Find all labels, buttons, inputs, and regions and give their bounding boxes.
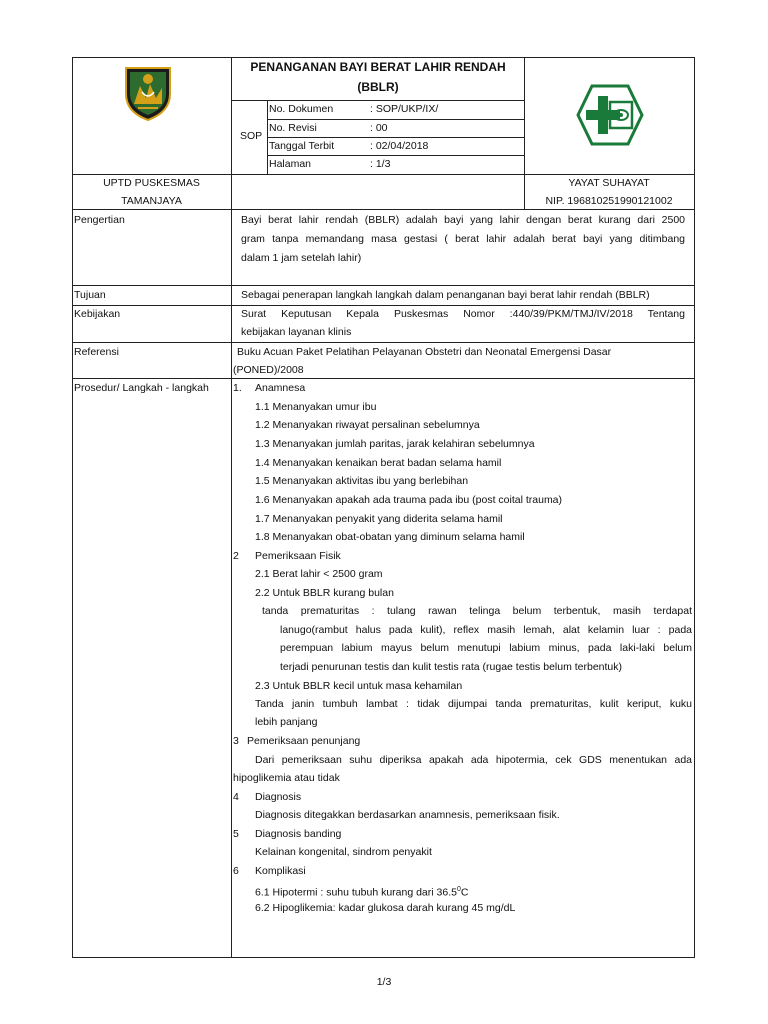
step-6-1 bbox=[255, 883, 468, 900]
step-3-title: Pemeriksaan penunjang bbox=[247, 735, 361, 747]
frame-left bbox=[72, 57, 73, 958]
kebijakan-text-line-2: kebijakan layanan klinis bbox=[241, 326, 352, 338]
step-5-title: Diagnosis banding bbox=[255, 828, 342, 840]
step-5-number: 5 bbox=[233, 828, 239, 840]
kebijakan-bottom-line bbox=[72, 342, 695, 343]
step-1-4: 1.4 Menanyakan kenaikan berat badan selama hamil bbox=[255, 457, 502, 469]
tujuan-text: Sebagai penerapan langkah langkah dalam penanganan bayi berat lahir rendah (BBLR) bbox=[241, 289, 650, 301]
step-1-5: 1.5 Menanyakan aktivitas ibu yang berlebihan bbox=[255, 475, 469, 487]
header-bottom-line bbox=[72, 174, 695, 175]
step-3-number: 3 bbox=[233, 735, 239, 747]
step-6-number: 6 bbox=[233, 865, 239, 877]
no-dokumen-label: No. Dokumen bbox=[269, 103, 334, 115]
frame-bottom bbox=[72, 957, 695, 958]
halaman-label: Halaman bbox=[269, 158, 312, 170]
org-name-line-2: TAMANJAYA bbox=[121, 195, 182, 207]
tujuan-bottom-line bbox=[72, 305, 695, 306]
prematuritas-line-4: terjadi penurunan testis dan kulit testis rata (rugae testis belum terbentuk) bbox=[280, 661, 623, 673]
penunjang-line-1: Dari pemeriksaan suhu diperiksa apakah ada hipotermia, cek GDS menentukan ada bbox=[255, 754, 692, 766]
janin-lambat-line-1: Tanda janin tumbuh lambat : tidak dijumpai tanda prematuritas, kulit keriput, kuku bbox=[255, 698, 692, 710]
prosedur-label: Prosedur/ Langkah - langkah bbox=[74, 382, 209, 394]
step-6-2: 6.2 Hipoglikemia: kadar glukosa darah kurang 45 mg/dL bbox=[255, 902, 516, 914]
step-1-6: 1.6 Menanyakan apakah ada trauma pada ibu (post coital trauma) bbox=[255, 494, 563, 506]
pengertian-label: Pengertian bbox=[74, 214, 125, 226]
step-1-8: 1.8 Menanyakan obat-obatan yang diminum selama hamil bbox=[255, 531, 525, 543]
frame-right bbox=[694, 57, 695, 958]
step-6-1-unit: C bbox=[460, 886, 469, 899]
step-1-number: 1. bbox=[233, 382, 242, 394]
kebijakan-label: Kebijakan bbox=[74, 308, 121, 320]
halaman-value: : 1/3 bbox=[370, 158, 391, 170]
prematuritas-line-2: lanugo(rambut halus pada kulit), reflex masih lemah, alat kelamin luar : pada bbox=[280, 624, 692, 636]
step-2-2: 2.2 Untuk BBLR kurang bulan bbox=[255, 587, 394, 599]
org-row-bottom-line bbox=[72, 209, 695, 210]
pengertian-text-line-1: Bayi berat lahir rendah (BBLR) adalah bayi yang lahir dengan berat kurang dari 2500 bbox=[241, 214, 685, 226]
meta-row-2 bbox=[267, 137, 525, 138]
tujuan-label: Tujuan bbox=[74, 289, 106, 301]
diagnosis-text: Diagnosis ditegakkan berdasarkan anamnesis, pemeriksaan fisik. bbox=[255, 809, 560, 821]
org-name-line-1: UPTD PUSKESMAS bbox=[103, 177, 200, 189]
step-4-title: Diagnosis bbox=[255, 791, 302, 803]
referensi-text-line-2: (PONED)/2008 bbox=[233, 364, 304, 376]
step-2-number: 2 bbox=[233, 550, 239, 562]
tanggal-terbit-label: Tanggal Terbit bbox=[269, 140, 335, 152]
step-1-2: 1.2 Menanyakan riwayat persalinan sebelumnya bbox=[255, 419, 480, 431]
col-divider-1 bbox=[231, 57, 232, 958]
no-dokumen-value: : SOP/UKP/IX/ bbox=[370, 103, 439, 115]
regency-emblem-icon bbox=[120, 64, 176, 122]
sop-label: SOP bbox=[240, 130, 263, 142]
step-1-title: Anamnesa bbox=[255, 382, 306, 394]
no-revisi-value: : 00 bbox=[370, 122, 388, 134]
step-2-1: 2.1 Berat lahir < 2500 gram bbox=[255, 568, 383, 580]
step-2-3: 2.3 Untuk BBLR kecil untuk masa kehamilan bbox=[255, 680, 463, 692]
pengertian-text-line-3: dalam 1 jam setelah lahir) bbox=[241, 252, 362, 264]
referensi-label: Referensi bbox=[74, 346, 119, 358]
banding-text: Kelainan kongenital, sindrom penyakit bbox=[255, 846, 432, 858]
pengertian-text-line-2: gram tanpa memandang masa gestasi ( berat lahir adalah berat bayi yang ditimbang bbox=[241, 233, 685, 245]
step-1-3: 1.3 Menanyakan jumlah paritas, jarak kelahiran sebelumnya bbox=[255, 438, 535, 450]
step-6-1-text: 6.1 Hipotermi : suhu tubuh kurang dari 36.5 bbox=[255, 886, 457, 899]
step-6-title: Komplikasi bbox=[255, 865, 306, 877]
tanggal-terbit-value: : 02/04/2018 bbox=[370, 140, 429, 152]
kebijakan-text-line-1: Surat Keputusan Kepala Puskesmas Nomor :440/39/PKM/TMJ/IV/2018 Tentang bbox=[241, 308, 685, 320]
prematuritas-line-3: perempuan labium mayus belum menutupi labium minus, pada laki-laki belum bbox=[280, 642, 692, 654]
prematuritas-line-1: tanda prematuritas : tulang rawan telinga belum terbentuk, masih terdapat bbox=[262, 605, 692, 617]
step-2-title: Pemeriksaan Fisik bbox=[255, 550, 341, 562]
step-1-7: 1.7 Menanyakan penyakit yang diderita selama hamil bbox=[255, 513, 503, 525]
degree-superscript: 0 bbox=[456, 886, 461, 893]
referensi-text-line-1: Buku Acuan Paket Pelatihan Pelayanan Obstetri dan Neonatal Emergensi Dasar bbox=[237, 346, 612, 358]
signer-nip: NIP. 196810251990121002 bbox=[545, 195, 673, 207]
title-bottom-line bbox=[231, 100, 525, 101]
frame-top bbox=[72, 57, 695, 58]
page-number: 1/3 bbox=[376, 976, 392, 988]
step-1-1: 1.1 Menanyakan umur ibu bbox=[255, 401, 377, 413]
puskesmas-logo-icon bbox=[576, 84, 644, 146]
step-4-number: 4 bbox=[233, 791, 239, 803]
no-revisi-label: No. Revisi bbox=[269, 122, 317, 134]
document-title-line-2: (BBLR) bbox=[357, 80, 399, 94]
meta-row-3 bbox=[267, 155, 525, 156]
pengertian-bottom-line bbox=[72, 285, 695, 286]
referensi-bottom-line bbox=[72, 378, 695, 379]
penunjang-line-2: hipoglikemia atau tidak bbox=[233, 772, 340, 784]
janin-lambat-line-2: lebih panjang bbox=[255, 716, 318, 728]
meta-row-1 bbox=[267, 119, 525, 120]
document-title-line-1: PENANGANAN BAYI BERAT LAHIR RENDAH bbox=[250, 60, 506, 74]
signer-name: YAYAT SUHAYAT bbox=[568, 177, 650, 189]
